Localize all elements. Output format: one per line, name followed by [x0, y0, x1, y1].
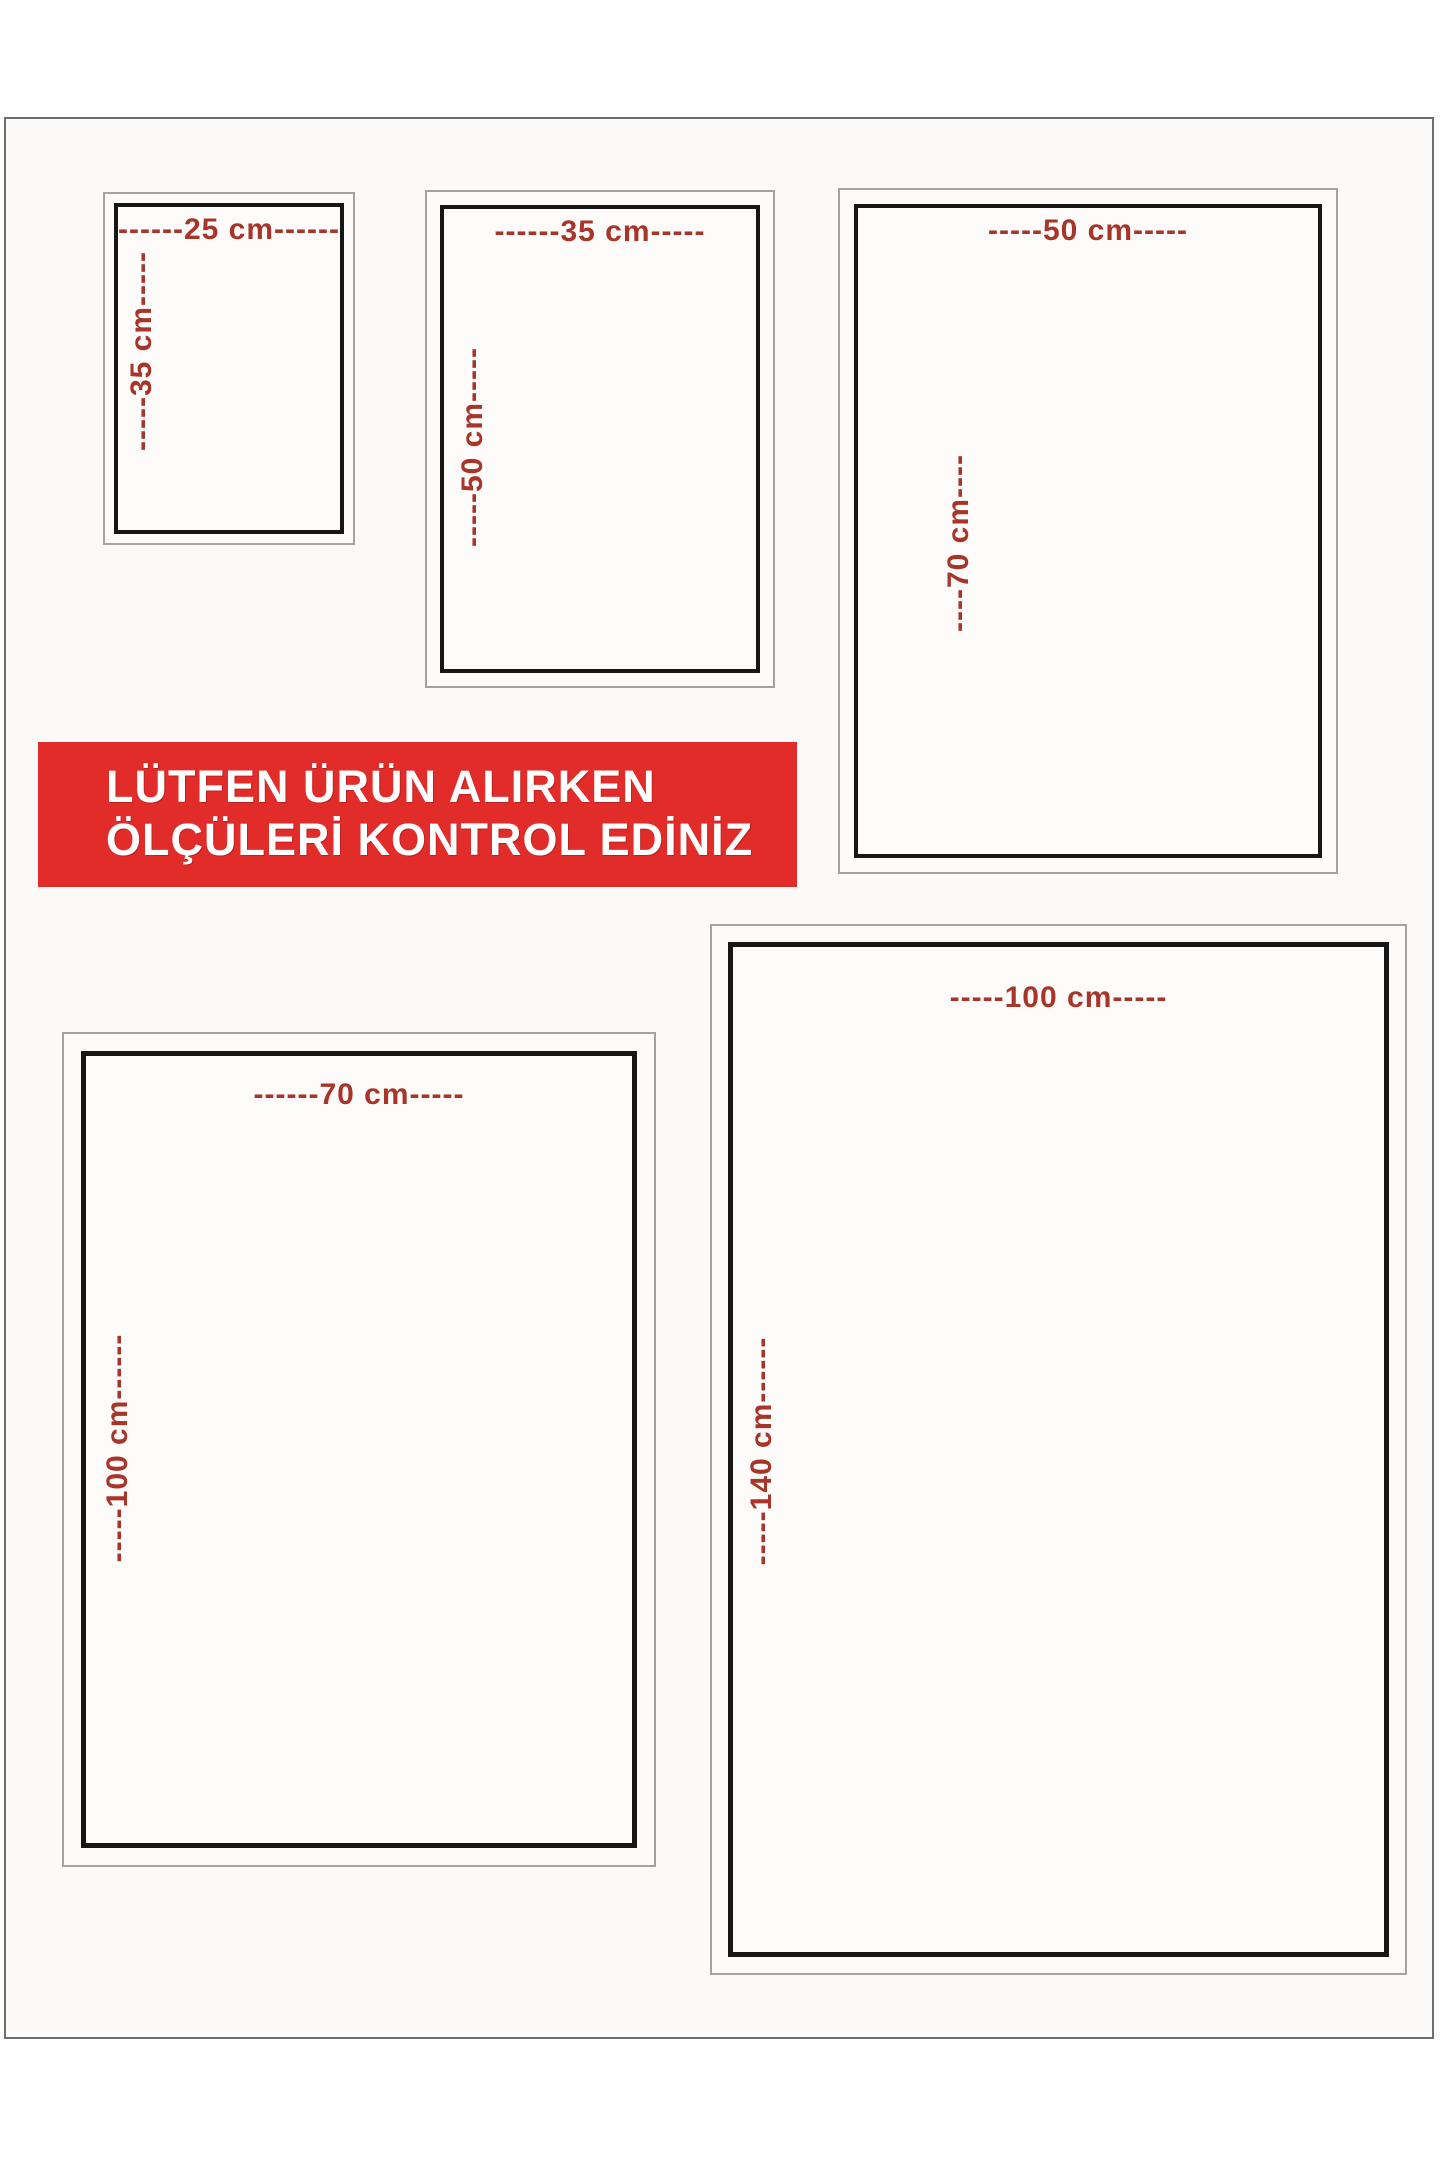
width-dimension-label: ------35 cm-----	[494, 215, 706, 248]
notice-line-1: LÜTFEN ÜRÜN ALIRKEN	[106, 761, 656, 812]
size-box-25x35	[103, 192, 355, 545]
width-dimension-label: -----50 cm-----	[988, 214, 1188, 247]
height-dimension-label: -----35 cm-----	[125, 251, 158, 451]
height-dimension-label: -----50 cm-----	[456, 347, 489, 547]
size-box-50x70	[838, 188, 1338, 874]
size-box-70x100	[62, 1032, 656, 1867]
size-box-50x70-border	[854, 204, 1322, 858]
notice-line-2: ÖLÇÜLERİ KONTROL EDİNİZ	[106, 814, 754, 865]
size-box-100x140-border	[728, 942, 1389, 1957]
size-box-25x35-border	[114, 203, 344, 534]
size-box-35x50-border	[440, 205, 760, 673]
size-box-100x140	[710, 924, 1407, 1975]
width-dimension-label: ------25 cm------	[118, 213, 340, 246]
size-box-35x50	[425, 190, 775, 688]
size-box-70x100-border	[81, 1051, 637, 1848]
width-dimension-label: ------70 cm-----	[253, 1078, 465, 1111]
height-dimension-label: ----70 cm----	[942, 454, 975, 632]
height-dimension-label: -----140 cm------	[745, 1336, 778, 1566]
notice-banner	[38, 742, 797, 887]
width-dimension-label: -----100 cm-----	[949, 981, 1168, 1014]
height-dimension-label: -----100 cm------	[101, 1333, 134, 1563]
